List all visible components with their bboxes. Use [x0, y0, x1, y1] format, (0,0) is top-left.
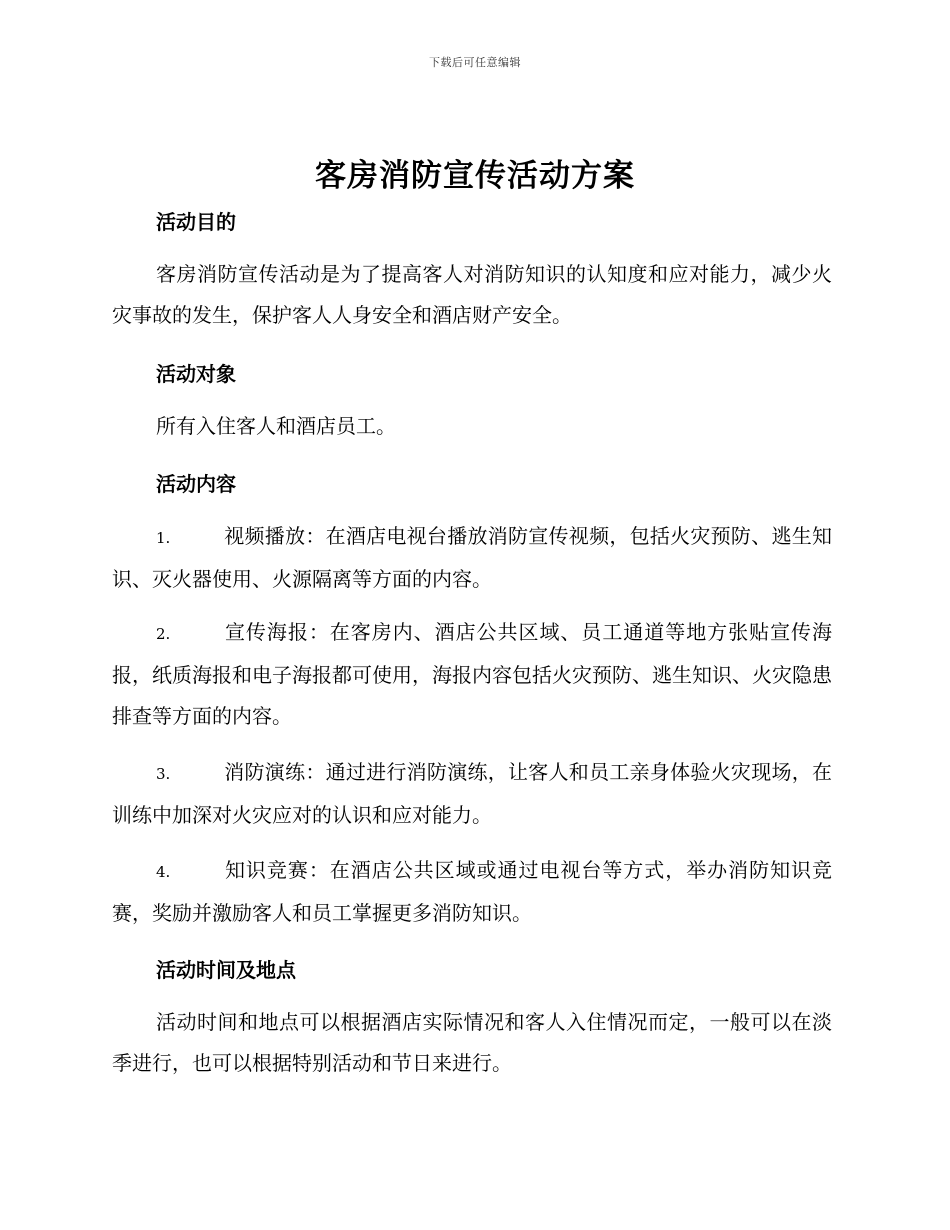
list-item-text: 消防演练：通过进行消防演练，让客人和员工亲身体验火灾现场，在训练中加深对火灾应对的认识和应对能力。: [112, 760, 832, 827]
list-item-number: 1.: [156, 529, 171, 547]
header-note: 下载后可任意编辑: [429, 56, 521, 69]
list-item-text: 视频播放：在酒店电视台播放消防宣传视频，包括火灾预防、逃生知识、灭火器使用、火源隔离等方面的内容。: [112, 524, 832, 591]
paragraph-purpose: 客房消防宣传活动是为了提高客人对消防知识的认知度和应对能力，减少火灾事故的发生，保护客人人身安全和酒店财产安全。: [112, 262, 832, 327]
section-heading-audience: 活动对象: [156, 362, 236, 386]
list-item-number: 4.: [156, 863, 171, 881]
section-heading-content: 活动内容: [156, 472, 236, 496]
list-item-text: 宣传海报：在客房内、酒店公共区域、员工通道等地方张贴宣传海报，纸质海报和电子海报都可使用，海报内容包括火灾预防、逃生知识、火灾隐患排查等方面的内容。: [112, 620, 832, 728]
list-item-text: 知识竞赛：在酒店公共区域或通过电视台等方式，举办消防知识竞赛，奖励并激励客人和员工掌握更多消防知识。: [112, 858, 832, 925]
section-heading-time-place: 活动时间及地点: [156, 958, 296, 982]
section-heading-purpose: 活动目的: [156, 210, 236, 234]
list-item-number: 2.: [156, 625, 171, 643]
list-item-number: 3.: [156, 765, 171, 783]
list-item: [112, 612, 832, 737]
document-title: 客房消防宣传活动方案: [315, 158, 635, 194]
list-item: [112, 516, 832, 600]
list-item: [112, 752, 832, 836]
paragraph-time-place: 活动时间和地点可以根据酒店实际情况和客人入住情况而定，一般可以在淡季进行，也可以根据特别活动和节日来进行。: [112, 1010, 832, 1075]
paragraph-audience: 所有入住客人和酒店员工。: [156, 414, 396, 438]
list-item: [112, 850, 832, 934]
